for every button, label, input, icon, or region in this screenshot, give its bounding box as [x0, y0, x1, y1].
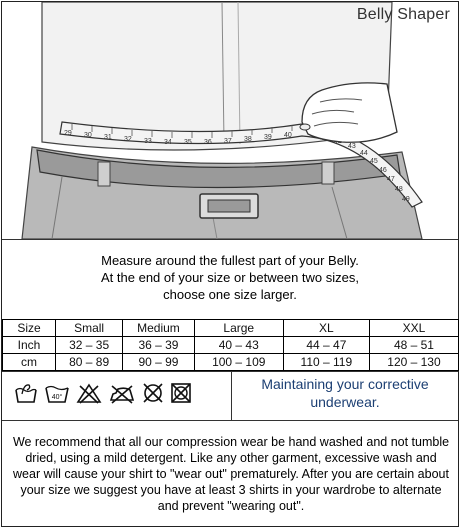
measuring-waist-drawing: [2, 2, 458, 239]
tape-number: 44: [360, 150, 368, 157]
measurement-instructions: [2, 252, 458, 303]
no-bleach-icon: [76, 382, 102, 404]
table-cell: 90 – 99: [123, 354, 195, 371]
care-divider: [231, 372, 232, 420]
table-cell: 40 – 43: [194, 337, 283, 354]
divider: [2, 239, 458, 240]
header-cell: Small: [56, 320, 123, 337]
tape-number: 33: [144, 138, 152, 145]
tape-number: 36: [204, 139, 212, 146]
no-tumble-dry-icon: [170, 382, 192, 404]
table-cell: 80 – 89: [56, 354, 123, 371]
waist-measurement-illustration: [2, 2, 458, 239]
tape-number: 32: [124, 136, 132, 143]
header-cell: XXL: [369, 320, 458, 337]
no-iron-icon: [108, 382, 136, 404]
header-cell: XL: [283, 320, 369, 337]
tape-number: 49: [402, 196, 410, 203]
tape-number: 46: [379, 167, 387, 174]
instruction-line: choose one size larger.: [163, 287, 297, 302]
tape-number: 40: [284, 132, 292, 139]
table-cell: 110 – 119: [283, 354, 369, 371]
table-row: [3, 354, 459, 371]
hand-wash-icon: [14, 382, 38, 404]
svg-text:40°: 40°: [51, 394, 63, 401]
table-row: [3, 337, 459, 354]
row-label: Inch: [3, 337, 56, 354]
tape-number: 47: [387, 176, 395, 183]
tape-number: 29: [64, 130, 72, 137]
tape-number: 37: [224, 138, 232, 145]
tape-number: 38: [244, 136, 252, 143]
tape-number: 31: [104, 134, 112, 141]
care-message: Maintaining your corrective underwear.: [261, 376, 429, 410]
divider: [2, 420, 458, 421]
row-label: cm: [3, 354, 56, 371]
tape-number: 39: [264, 134, 272, 141]
tape-number: 30: [84, 132, 92, 139]
product-title: Belly Shaper: [356, 6, 450, 23]
no-dry-clean-icon: [142, 382, 164, 404]
table-cell: 36 – 39: [123, 337, 195, 354]
care-notice: We recommend that all our compression wear be hand washed and not tumble dried, using a mild detergent. Like any other garment, excessive wash and wear will cause your shirt to "wear out" prematurely. After you are certain about your size we suggest you have at least 3 shirts in your wardrobe to alternate and prevent "wearing out".: [12, 435, 450, 513]
table-cell: 32 – 35: [56, 337, 123, 354]
size-chart-table: [2, 319, 459, 371]
tape-number: 34: [164, 139, 172, 146]
table-header-row: [3, 320, 459, 337]
table-cell: 44 – 47: [283, 337, 369, 354]
table-cell: 48 – 51: [369, 337, 458, 354]
instruction-line: At the end of your size or between two sizes,: [101, 270, 359, 285]
tape-number: 48: [395, 186, 403, 193]
tape-number: 35: [184, 139, 192, 146]
table-cell: 100 – 109: [194, 354, 283, 371]
header-cell: Size: [3, 320, 56, 337]
instruction-line: Measure around the fullest part of your Belly.: [101, 253, 359, 268]
header-cell: Large: [194, 320, 283, 337]
tape-number: 43: [348, 143, 356, 150]
wash-40-icon: [44, 382, 70, 404]
table-cell: 120 – 130: [369, 354, 458, 371]
tape-number: 45: [370, 158, 378, 165]
care-icons: [14, 382, 192, 404]
header-cell: Medium: [123, 320, 195, 337]
